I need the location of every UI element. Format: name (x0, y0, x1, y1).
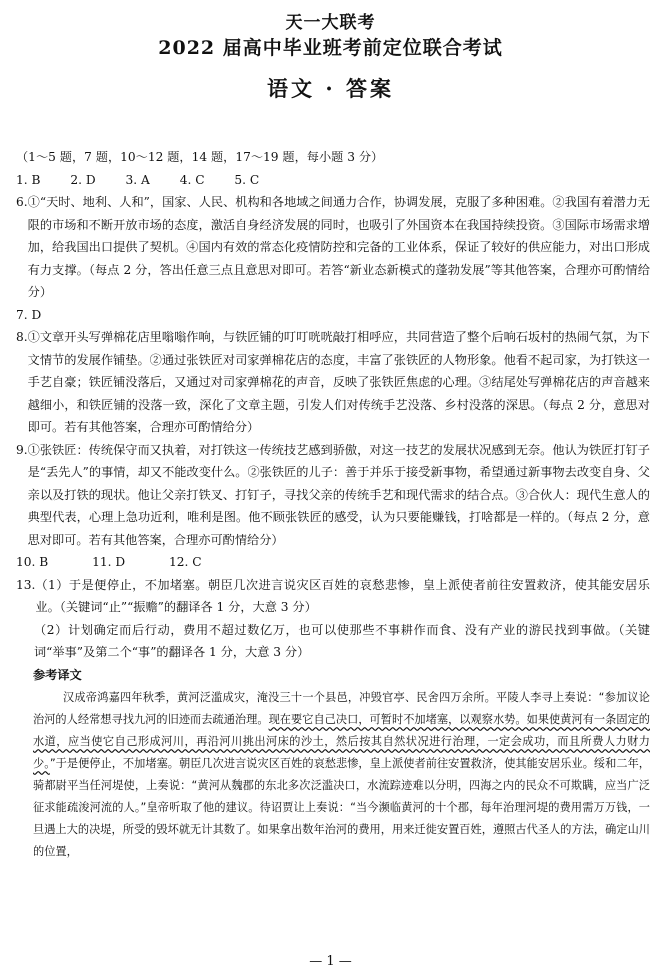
answer-9-number: 9. (16, 442, 28, 457)
answer-6 (16, 191, 650, 304)
answer-9-text: ①张铁匠：传统保守而又执着，对打铁这一传统技艺感到骄傲，对这一技艺的发展状况感到无奈。他认为铁匠打钉子是“丢先人”的事情，却又不能改变什么。②张铁匠的儿子：善于并乐于接受新事物，希望通过新事物去改变自身、父亲以及打铁的现状。他让父亲打铁叉、打钉子，寻找父亲的传统手艺和现代需求的结合点。③合伙人：现代生意人的典型代表，心理上急功近利，唯利是图。他不顾张铁匠的感受，认为只要能赚钱，打啥都是一样的。（每点 2 分，意思对即可。若有其他答案，合理亦可酌情给分） (27, 442, 650, 547)
answer-13-number: 13. (16, 577, 36, 592)
answer-8-text: ①文章开头写弹棉花店里嗡嗡作响，与铁匠铺的叮叮咣咣敲打相呼应，共同营造了整个后响石坂村的热闹气氛，为下文情节的发展作铺垫。②通过张铁匠对司家弹棉花店的态度，丰富了张铁匠的人物形象。他看不起司家，为打铁这一手艺自豪；铁匠铺没落后，又通过对司家弹棉花的声音，反映了张铁匠焦虑的心理。③结尾处写弹棉花店的声音越来越细小，和铁匠铺的没落一致，深化了文章主题，引发人们对传统手艺没落、乡村没落的深思。（每点 2 分，意思对即可。若有其他答案，合理亦可酌情给分） (27, 330, 650, 434)
answers-10-12 (16, 551, 650, 574)
translation-part-3: 绥和二年，骑都尉平当任河堤使，上奏说：“黄河从魏郡的东北多次泛滥决口，水流踪迹难以分明，四海之内的民众不可欺瞒，应当广泛征求能疏浚河流的人。”皇帝听取了他的建议。待诏贾让上奏说：“当今濒临黄河的十个郡，每年治理河堤的费用需万万钱，一旦遇上大的决堤，所受的毁坏就无计其数了。如果拿出数年治河的费用，用来迁徙安置百姓，遵照古代圣人的方法，确定山川的位置， (33, 756, 650, 858)
answer-13-part1: （1）于是便停止，不加堵塞。朝臣几次进言说灾区百姓的哀愁悲惨，皇上派使者前往安置救济，使其能安居乐业。（关键词“止”“振赡”的翻译各 1 分，大意 3 分） (35, 577, 650, 614)
exam-title: 2022 届高中毕业班考前定位联合考试 (158, 37, 503, 59)
answer-9 (16, 439, 650, 552)
subject-title: 语文 · 答案 (267, 76, 394, 101)
answer-10: 10. B (16, 555, 49, 569)
score-note: （1～5 题，7 题，10～12 题，14 题，17～19 题，每小题 3 分） (16, 150, 384, 164)
answer-1: 1. B (16, 172, 41, 187)
answer-5: 5. C (234, 172, 260, 187)
page-number: — 1 — (309, 954, 352, 969)
answers-1-5 (16, 169, 650, 192)
answer-3: 3. A (125, 172, 150, 187)
translation-part-2: ”于是便停止，不加堵塞。朝臣几次进言说灾区百姓的哀愁悲惨，皇上派使者前往安置救济，使其能安居乐业。 (49, 756, 594, 770)
reference-translation-title: 参考译文 (33, 667, 82, 682)
answer-12: 12. C (169, 555, 202, 569)
answer-13 (16, 574, 650, 619)
answer-6-text: ①“天时、地利、人和”，国家、人民、机构和各地域之间通力合作，协调发展，克服了多种困难。②我国有着潜力无限的市场和不断开放市场的态度，激活自身经济发展的同时，也吸引了外国资本在我国持续投资。③国际市场需求增加，给我国出口提供了契机。④国内有效的常态化疫情防控和完备的工业体系，保证了较好的供应能力，对出口形成有力支撑。（每点 2 分，答出任意三点且意思对即可。若答“新业态新模式的蓬勃发展”等其他答案，合理亦可酌情给分） (27, 195, 650, 299)
answer-2: 2. D (70, 172, 96, 187)
answer-11: 11. D (92, 555, 126, 569)
answer-8-number: 8. (16, 330, 28, 344)
answer-6-number: 6. (16, 195, 28, 209)
answer-13-part2: （2）计划确定而后行动，费用不超过数亿万，也可以使那些不事耕作而食、没有产业的游民找到事做。（关键词“举事”及第二个“事”的翻译各 1 分，大意 3 分） (34, 622, 650, 659)
answer-content (16, 146, 650, 863)
translation-underlined: 现在要它自己决口，可暂时不加堵塞，以观察水势。如果使黄河有一条固定的水道，应当使它自己形成河川，再沿河川挑出河床的沙土，然后按其自然状况进行治理，一定会成功，而且所费人力财力少。 (33, 712, 650, 770)
answer-8 (16, 326, 650, 439)
answer-4: 4. C (179, 172, 205, 187)
exam-org-title: 天一大联考 (285, 13, 376, 33)
answer-7: 7. D (16, 307, 42, 322)
reference-translation-text (16, 687, 650, 863)
translation-part-1: 汉成帝鸿嘉四年秋季，黄河泛滥成灾，淹没三十一个县邑，冲毁官亭、民舍四万余所。平陵人李寻上奏说：“参加议论治河的人经常想寻找九河的旧迹而去疏通治理。 (33, 690, 650, 726)
